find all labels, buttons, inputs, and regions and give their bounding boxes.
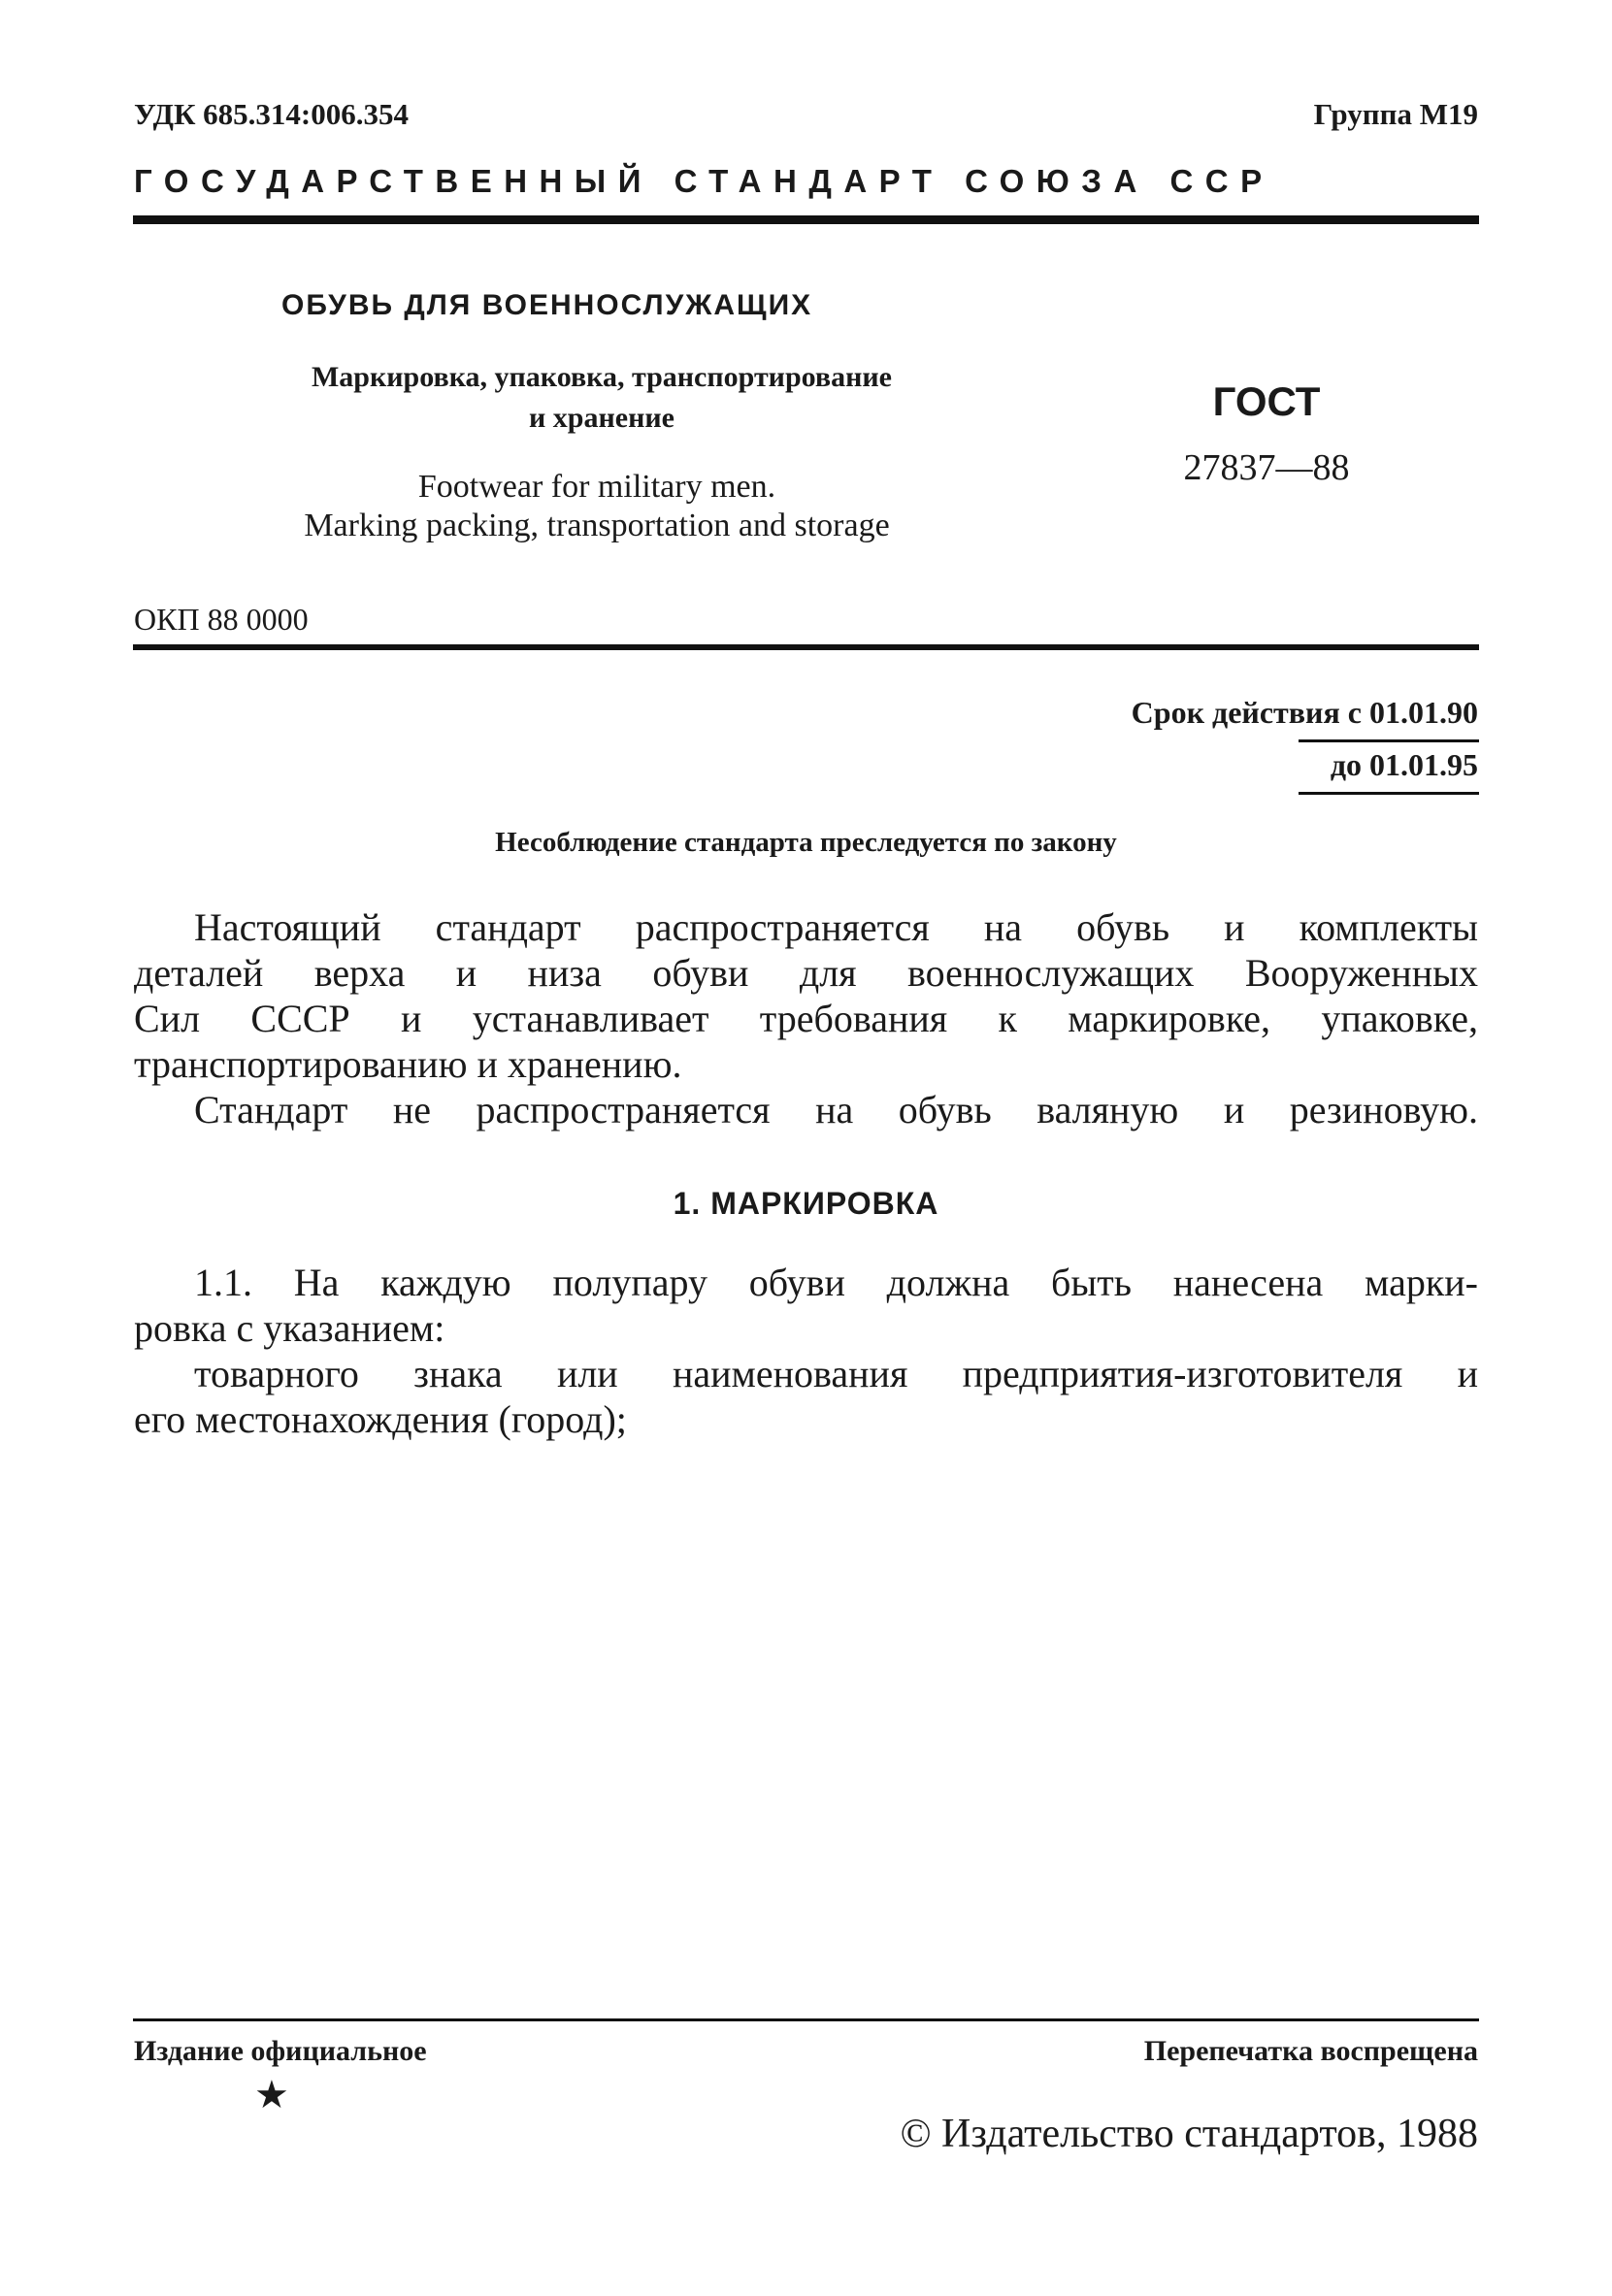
subtitle-line: Маркировка, упаковка, транспортирование [311,361,892,393]
gost-label: ГОСТ [1212,378,1321,424]
english-title [214,468,980,545]
validity-rule [1299,792,1479,795]
law-notice: Несоблюдение стандарта преследуется по закону [495,827,1117,858]
paragraph-line: деталей верха и низа обуви для военнослужащих Вооруженных [134,951,1478,995]
state-standard-banner: ГОСУДАРСТВЕННЫЙ СТАНДАРТ СОЮЗА ССР [134,163,1274,199]
section-paragraph [134,1260,1478,1442]
group-code: Группа М19 [1313,97,1478,131]
validity-to: до 01.01.95 [1330,747,1478,782]
copyright-notice: © Издательство стандартов, 1988 [900,2112,1478,2156]
paragraph-line: его местонахождения (город); [134,1397,627,1441]
validity-rule [1299,739,1479,742]
official-edition: Издание официальное [134,2035,427,2067]
gost-number: 27837—88 [1183,447,1350,488]
validity-from: Срок действия с 01.01.90 [1131,695,1478,730]
paragraph-line: Сил СССР и устанавливает требования к маркировке, упаковке, [134,997,1478,1040]
paragraph-line: транспортированию и хранению. [134,1042,682,1086]
document-subtitle [233,357,970,439]
paragraph-line: Настоящий стандарт распространяется на обувь и комплекты [194,905,1478,949]
footer-rule [133,2018,1479,2021]
paragraph-line: товарного знака или наименования предприятия-изготовителя и [194,1352,1478,1395]
reprint-prohibited: Перепечатка воспрещена [1143,2035,1478,2067]
subtitle-line: и хранение [529,402,674,434]
paragraph-line: Стандарт не распространяется на обувь валяную и резиновую. [194,1088,1478,1132]
paragraph-line: ровка с указанием: [134,1306,445,1350]
section-heading: 1. МАРКИРОВКА [673,1186,939,1221]
okp-rule [133,644,1479,650]
okp-code: ОКП 88 0000 [134,602,309,637]
document-title: ОБУВЬ ДЛЯ ВОЕННОСЛУЖАЩИХ [281,289,813,321]
udk-code: УДК 685.314:006.354 [134,97,409,131]
english-title-line: Footwear for military men. [417,469,776,505]
intro-paragraph [134,904,1478,1132]
star-icon: ★ [254,2073,289,2117]
paragraph-line: 1.1. На каждую полупару обуви должна быть нанесена марки- [194,1261,1478,1304]
english-title-line: Marking packing, transportation and storage [304,508,890,543]
header-thick-rule [133,215,1479,224]
